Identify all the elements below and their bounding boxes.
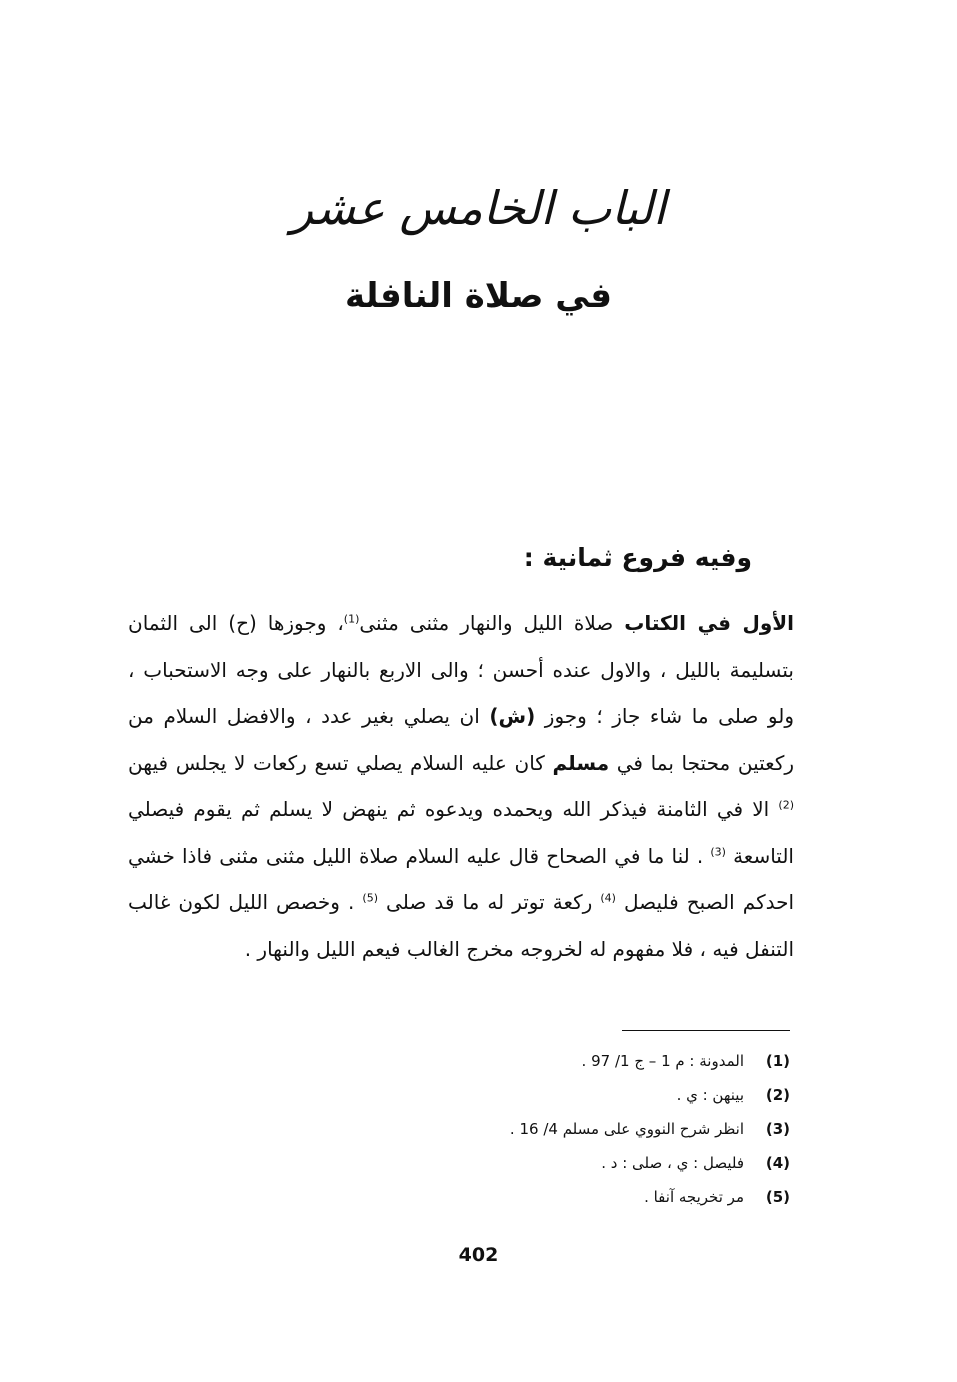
footnote-item <box>300 1146 790 1180</box>
footnote-divider <box>622 1030 790 1031</box>
footnote-item <box>300 1112 790 1146</box>
footnote-number: (5) <box>765 1188 790 1206</box>
paragraph-text: ركعة توتر له ما قد صلى <box>377 890 601 914</box>
footnotes-list <box>300 1044 790 1214</box>
footnote-item <box>300 1180 790 1214</box>
footnote-number: (4) <box>765 1154 790 1172</box>
paragraph-text: الا في الثامنة فيذكر الله ويحمده ويدعوه ثم ينهض لا يسلم ثم يقوم فيصلي التاسعة <box>128 797 794 868</box>
footnote-marker: (1) <box>343 612 360 626</box>
footnote-number: (2) <box>765 1086 790 1104</box>
paragraph-text: . وخصص الليل لكون غالب التنفل فيه ، فلا مفهوم له لخروجه مخرج الغالب فيعم الليل والنهار . <box>128 890 794 961</box>
footnote-text: انظر شرح النووي على مسلم 4/ 16 . <box>509 1120 744 1138</box>
footnote-text: مر تخريجه آنفا . <box>644 1188 744 1206</box>
paragraph-lead: الأول في الكتاب <box>624 611 795 635</box>
paragraph-text: ، وجوزها (ح) الى الثمان بتسليمة بالليل ، والاول عنده أحسن ؛ والى الاربع بالنهار على وجه الاستحباب ، ولو صلى ما شاء جاز ؛ وجوز <box>128 611 794 728</box>
footnote-item <box>300 1044 790 1078</box>
paragraph-text: صلاة الليل والنهار مثنى مثنى <box>359 611 625 635</box>
footnote-number: (3) <box>765 1120 790 1138</box>
paragraph-text: كان عليه السلام يصلي تسع ركعات لا يجلس فيهن <box>128 750 553 775</box>
footnote-marker: (5) <box>362 891 378 905</box>
paragraph-emphasis: مسلم <box>552 750 610 775</box>
footnote-marker: (2) <box>778 798 794 812</box>
paragraph-text: ان يصلي بغير عدد ، والافضل السلام من ركعتين محتجا بما في <box>128 704 795 775</box>
footnote-text: المدونة : م 1 – ج 1/ 97 . <box>581 1052 744 1070</box>
chapter-subtitle: في صلاة النافلة <box>345 276 612 316</box>
footnote-text: فليصل : ي ، صلى : د . <box>601 1154 744 1172</box>
footnote-text: بينهن : ي . <box>676 1086 744 1104</box>
footnote-marker: (4) <box>600 891 616 905</box>
paragraph-text: . لنا ما في الصحاح قال عليه السلام صلاة الليل مثنى مثنى فاذا خشي احدكم الصبح فليصل <box>128 843 795 914</box>
paragraph-emphasis: (ش) <box>489 704 536 728</box>
page-number: 402 <box>458 1244 499 1266</box>
footnote-marker: (3) <box>710 844 726 858</box>
section-intro: وفيه فروع ثمانية : <box>523 543 752 572</box>
footnote-item <box>300 1078 790 1112</box>
chapter-title: الباب الخامس عشر <box>291 181 666 235</box>
body-paragraph <box>128 600 794 972</box>
footnote-number: (1) <box>765 1052 790 1070</box>
